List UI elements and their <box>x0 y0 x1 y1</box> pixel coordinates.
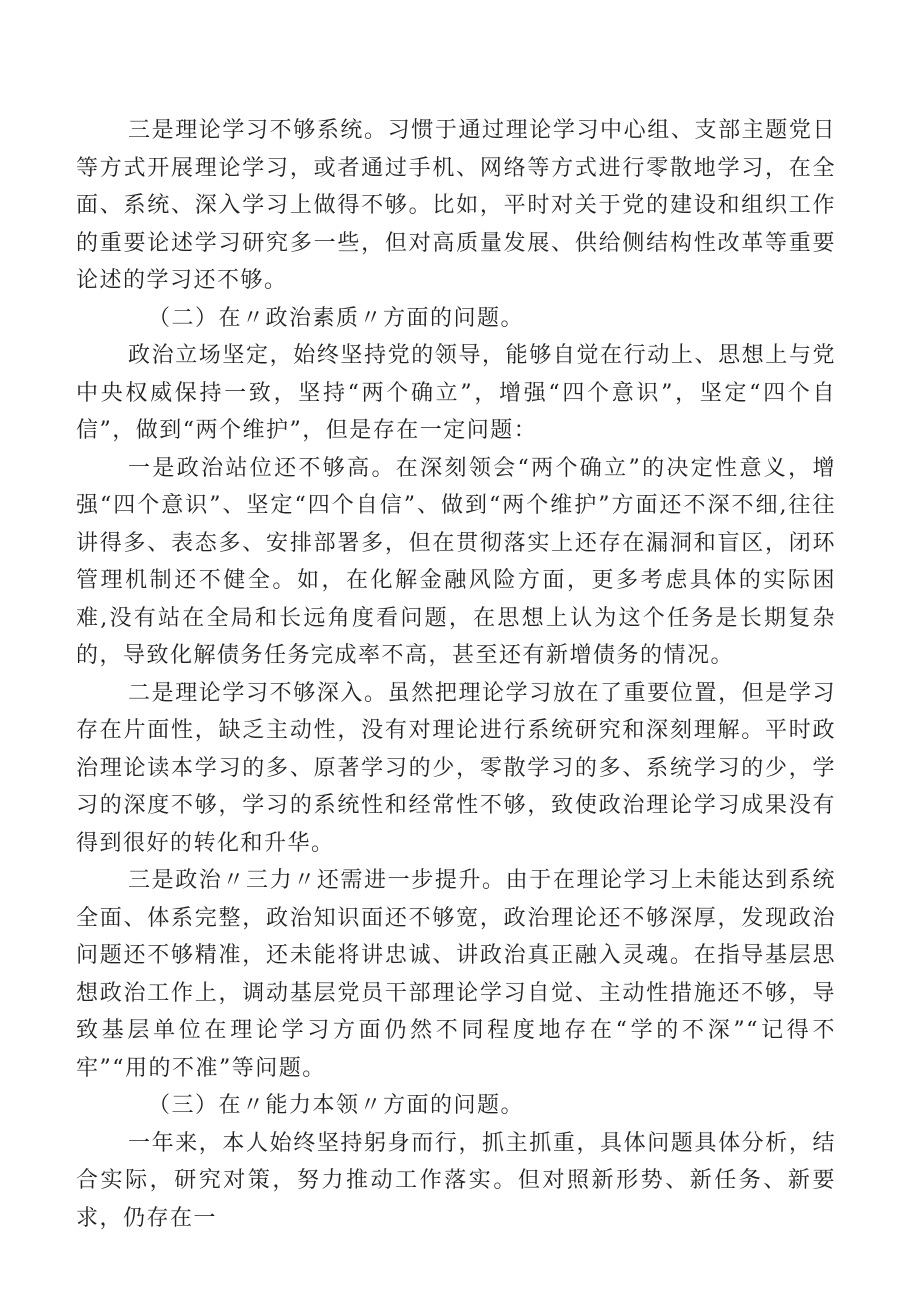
section-heading-political-quality: （二）在〃政治素质〃方面的问题。 <box>148 305 525 331</box>
section-heading-ability: （三）在〃能力本领〃方面的问题。 <box>148 1093 525 1118</box>
paragraph-political-stance: 政治立场坚定，始终坚持党的领导，能够自觉在行动上、思想上与党中央权威保持一致，坚持“两个确立”，增强“四个意识”，坚定“四个自信”，做到“两个维护”，但是存在一定问题： <box>76 343 836 443</box>
paragraph-theory-study-not-deep: 二是理论学习不够深入。虽然把理论学习放在了重要位置，但是学习存在片面性，缺乏主动性，没有对理论进行系统研究和深刻理解。平时政治理论读本学习的多、原著学习的少，零散学习的多、系统学习的少，学习的深度不够，学习的系统性和经常性不够，致使政治理论学习成果没有得到很好的转化和升华。 <box>76 680 836 856</box>
paragraph-political-three-abilities: 三是政治〃三力〃还需进一步提升。由于在理论学习上未能达到系统全面、体系完整，政治知识面还不够宽，政治理论还不够深厚，发现政治问题还不够精准，还未能将讲忠诚、讲政治真正融入灵魂。在指导基层思想政治工作上，调动基层党员干部理论学习自觉、主动性措施还不够，导致基层单位在理论学习方面仍然不同程度地存在“学的不深”“记得不牢”“用的不准”等问题。 <box>76 868 836 1081</box>
paragraph-political-standing: 一是政治站位还不够高。在深刻领会“两个确立”的决定性意义，增强“四个意识”、坚定“四个自信”、做到“两个维护”方面还不深不细,往往讲得多、表态多、安排部署多，但在贯彻落实上还存在漏洞和盲区，闭环管理机制还不健全。如，在化解金融风险方面，更多考虑具体的实际困难,没有站在全局和长远角度看问题，在思想上认为这个任务是长期复杂的，导致化解债务任务完成率不高，甚至还有新增债务的情况。 <box>76 455 836 668</box>
paragraph-ability-intro: 一年来，本人始终坚持躬身而行，抓主抓重，具体问题具体分析，结合实际，研究对策，努力推动工作落实。但对照新形势、新任务、新要求，仍存在一 <box>76 1130 836 1231</box>
document-body <box>76 112 836 1237</box>
paragraph-theory-study-not-systematic: 三是理论学习不够系统。习惯于通过理论学习中心组、支部主题党日等方式开展理论学习，或者通过手机、网络等方式进行零散地学习，在全面、系统、深入学习上做得不够。比如，平时对关于党的建设和组织工作的重要论述学习研究多一些，但对高质量发展、供给侧结构性改革等重要论述的学习还不够。 <box>76 118 836 293</box>
